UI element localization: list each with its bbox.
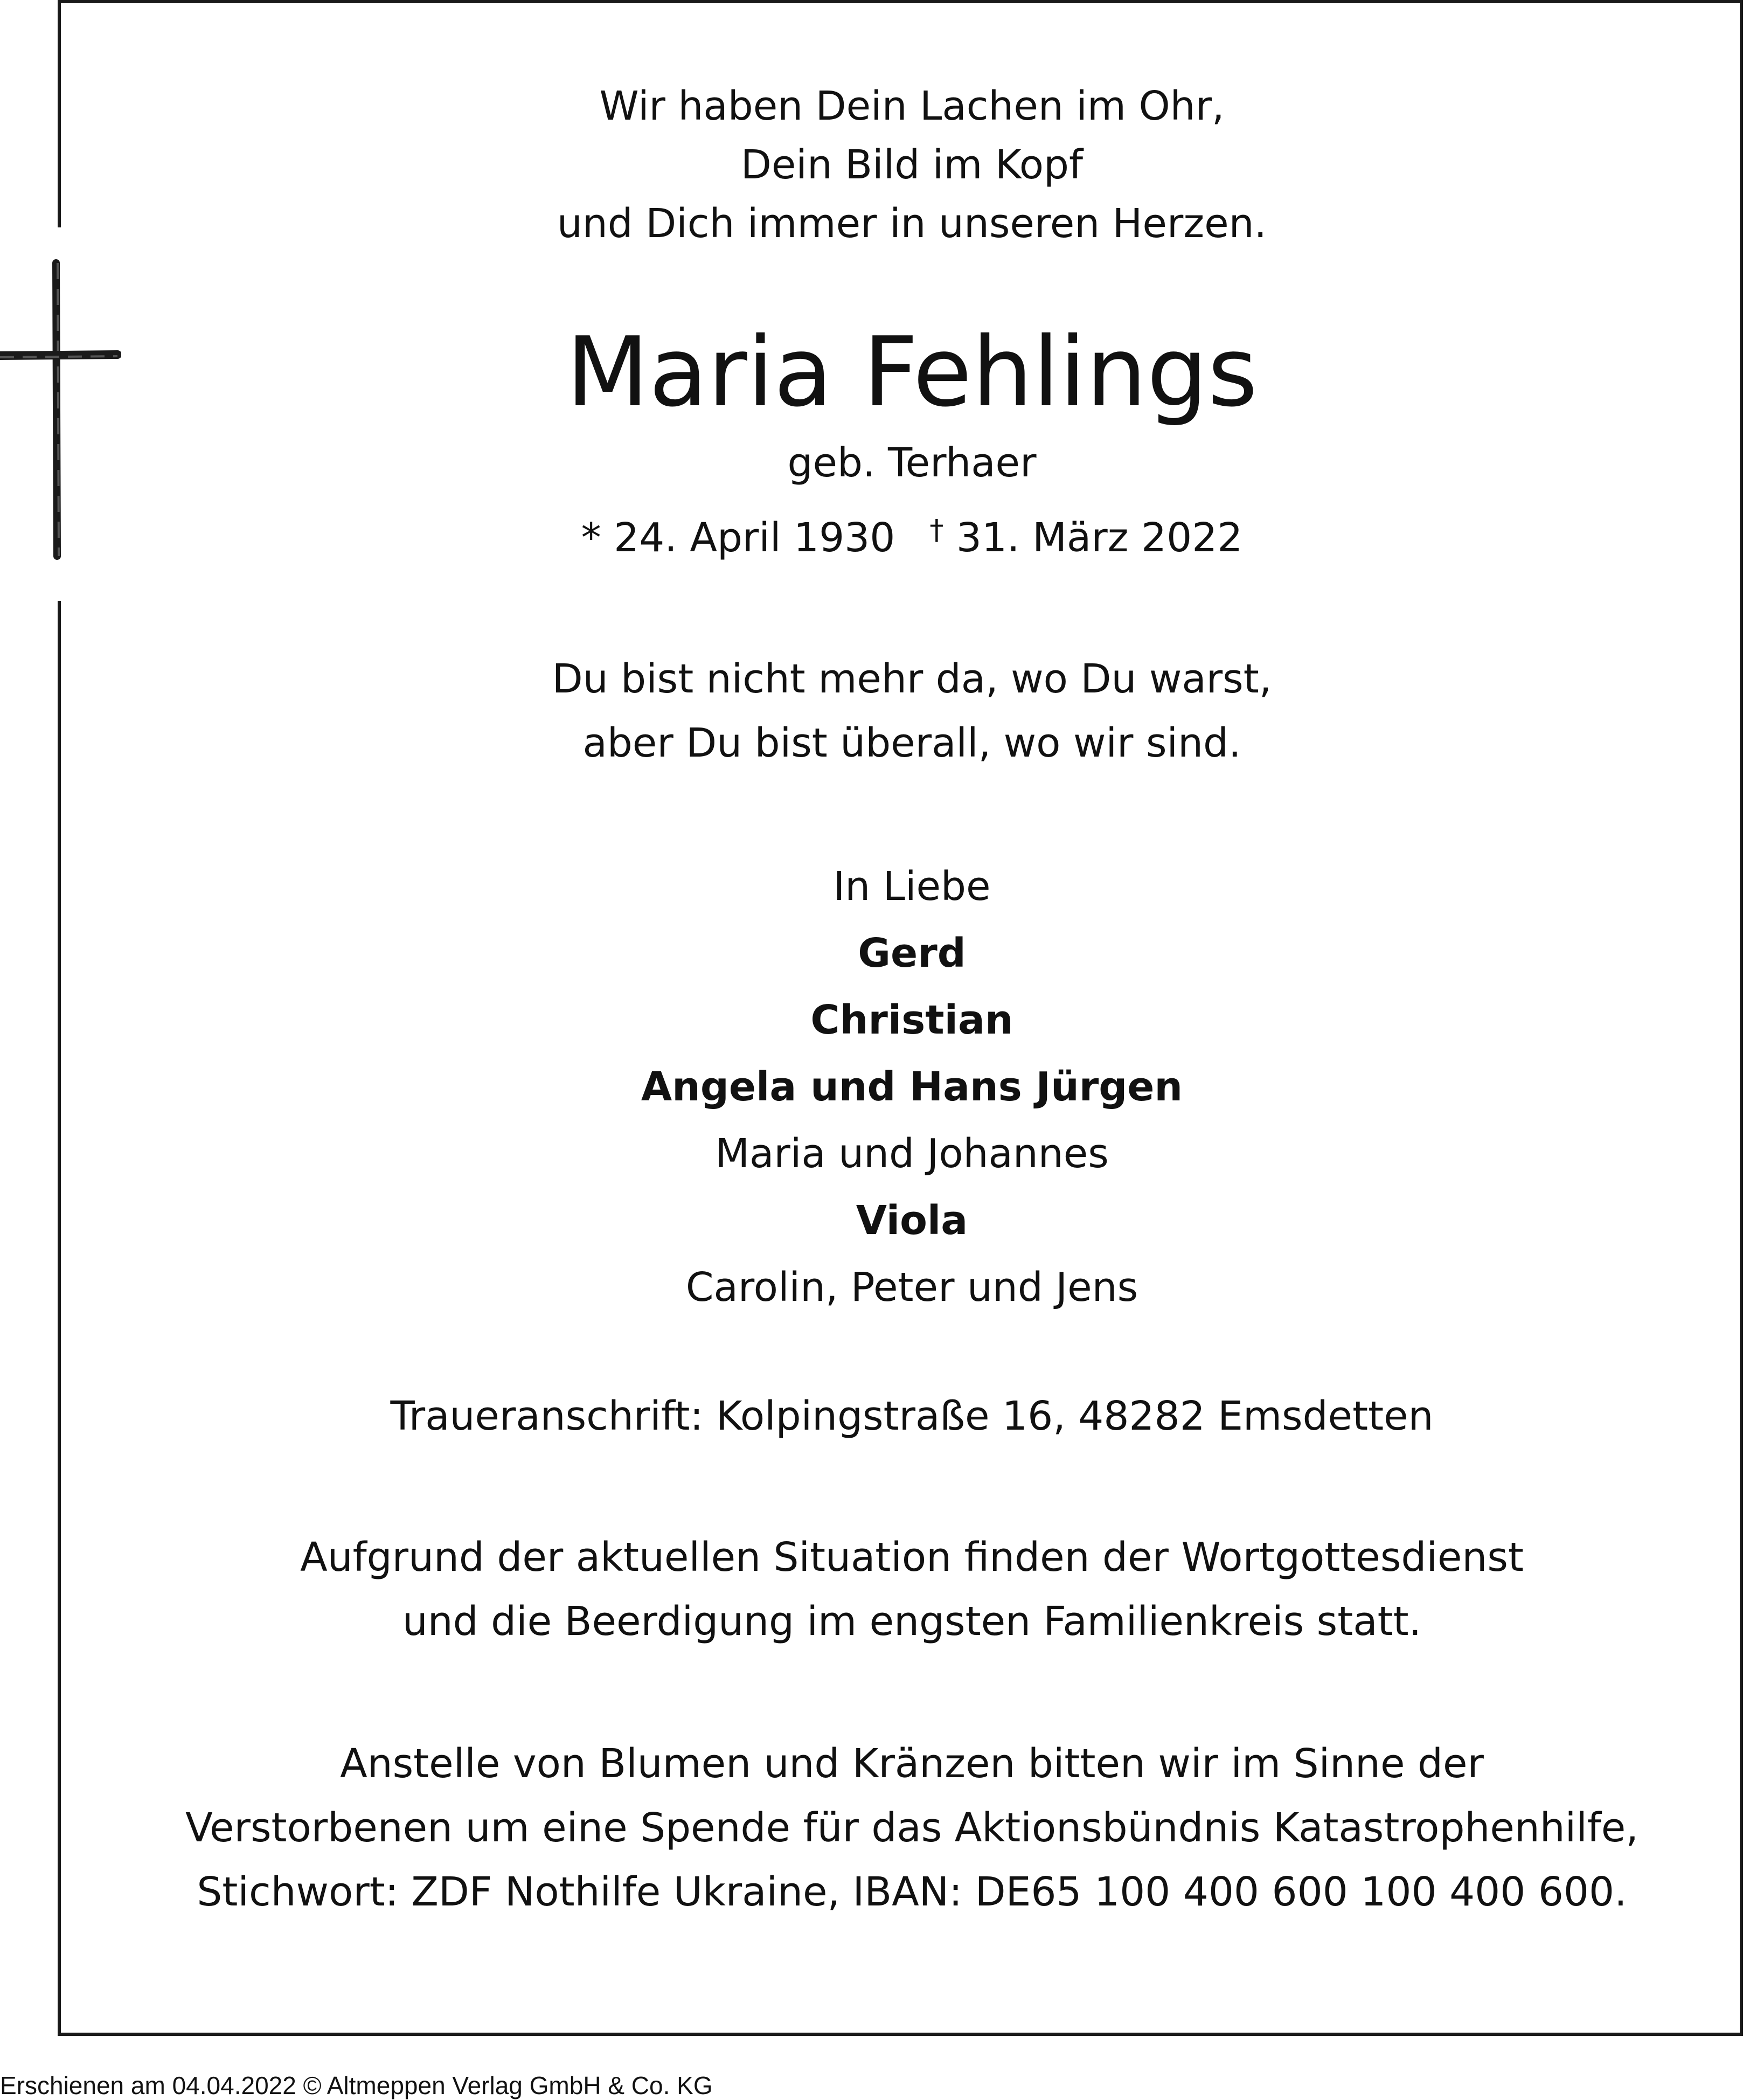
mourner-name: Christian — [810, 997, 1013, 1043]
mourner-name: Carolin, Peter und Jens — [685, 1264, 1138, 1311]
death-date: 31. März 2022 — [956, 515, 1243, 561]
mourner-name: Gerd — [858, 930, 966, 976]
death-symbol: † — [929, 514, 944, 546]
notice-line-2: und die Beerdigung im engsten Familienkreis statt. — [402, 1598, 1422, 1645]
born-name: geb. Terhaer — [787, 440, 1037, 486]
notice-line-1: Aufgrund der aktuellen Situation finden der Wortgottesdienst — [300, 1534, 1524, 1581]
mourner-name: Maria und Johannes — [715, 1131, 1109, 1177]
mourner-name: Viola — [856, 1197, 968, 1244]
donation-line-1: Anstelle von Blumen und Kränzen bitten wir im Sinne der — [340, 1741, 1484, 1787]
obituary-content — [119, 83, 1705, 1915]
cross-icon — [0, 259, 121, 560]
mourners-intro: In Liebe — [833, 863, 991, 910]
birth-date: * 24. April 1930 — [581, 515, 895, 561]
deceased-name: Maria Fehlings — [566, 316, 1258, 428]
donation-line-3: Stichwort: ZDF Nothilfe Ukraine, IBAN: DE65 100 400 600 100 400 600. — [197, 1869, 1627, 1915]
publication-footer: Erschienen am 04.04.2022 © Altmeppen Verlag GmbH & Co. KG — [0, 2071, 713, 2099]
motto-line-2: Dein Bild im Kopf — [740, 142, 1084, 188]
life-dates — [119, 514, 1705, 561]
quote-line-2: aber Du bist überall, wo wir sind. — [582, 720, 1241, 766]
motto-line-1: Wir haben Dein Lachen im Ohr, — [599, 83, 1225, 129]
mourner-name: Angela und Hans Jürgen — [641, 1064, 1183, 1110]
donation-line-2: Verstorbenen um eine Spende für das Aktionsbündnis Katastrophenhilfe, — [185, 1805, 1638, 1851]
quote-line-1: Du bist nicht mehr da, wo Du warst, — [552, 656, 1272, 702]
mourning-address: Traueranschrift: Kolpingstraße 16, 48282 Emsdetten — [390, 1393, 1434, 1439]
motto-line-3: und Dich immer in unseren Herzen. — [557, 200, 1267, 247]
